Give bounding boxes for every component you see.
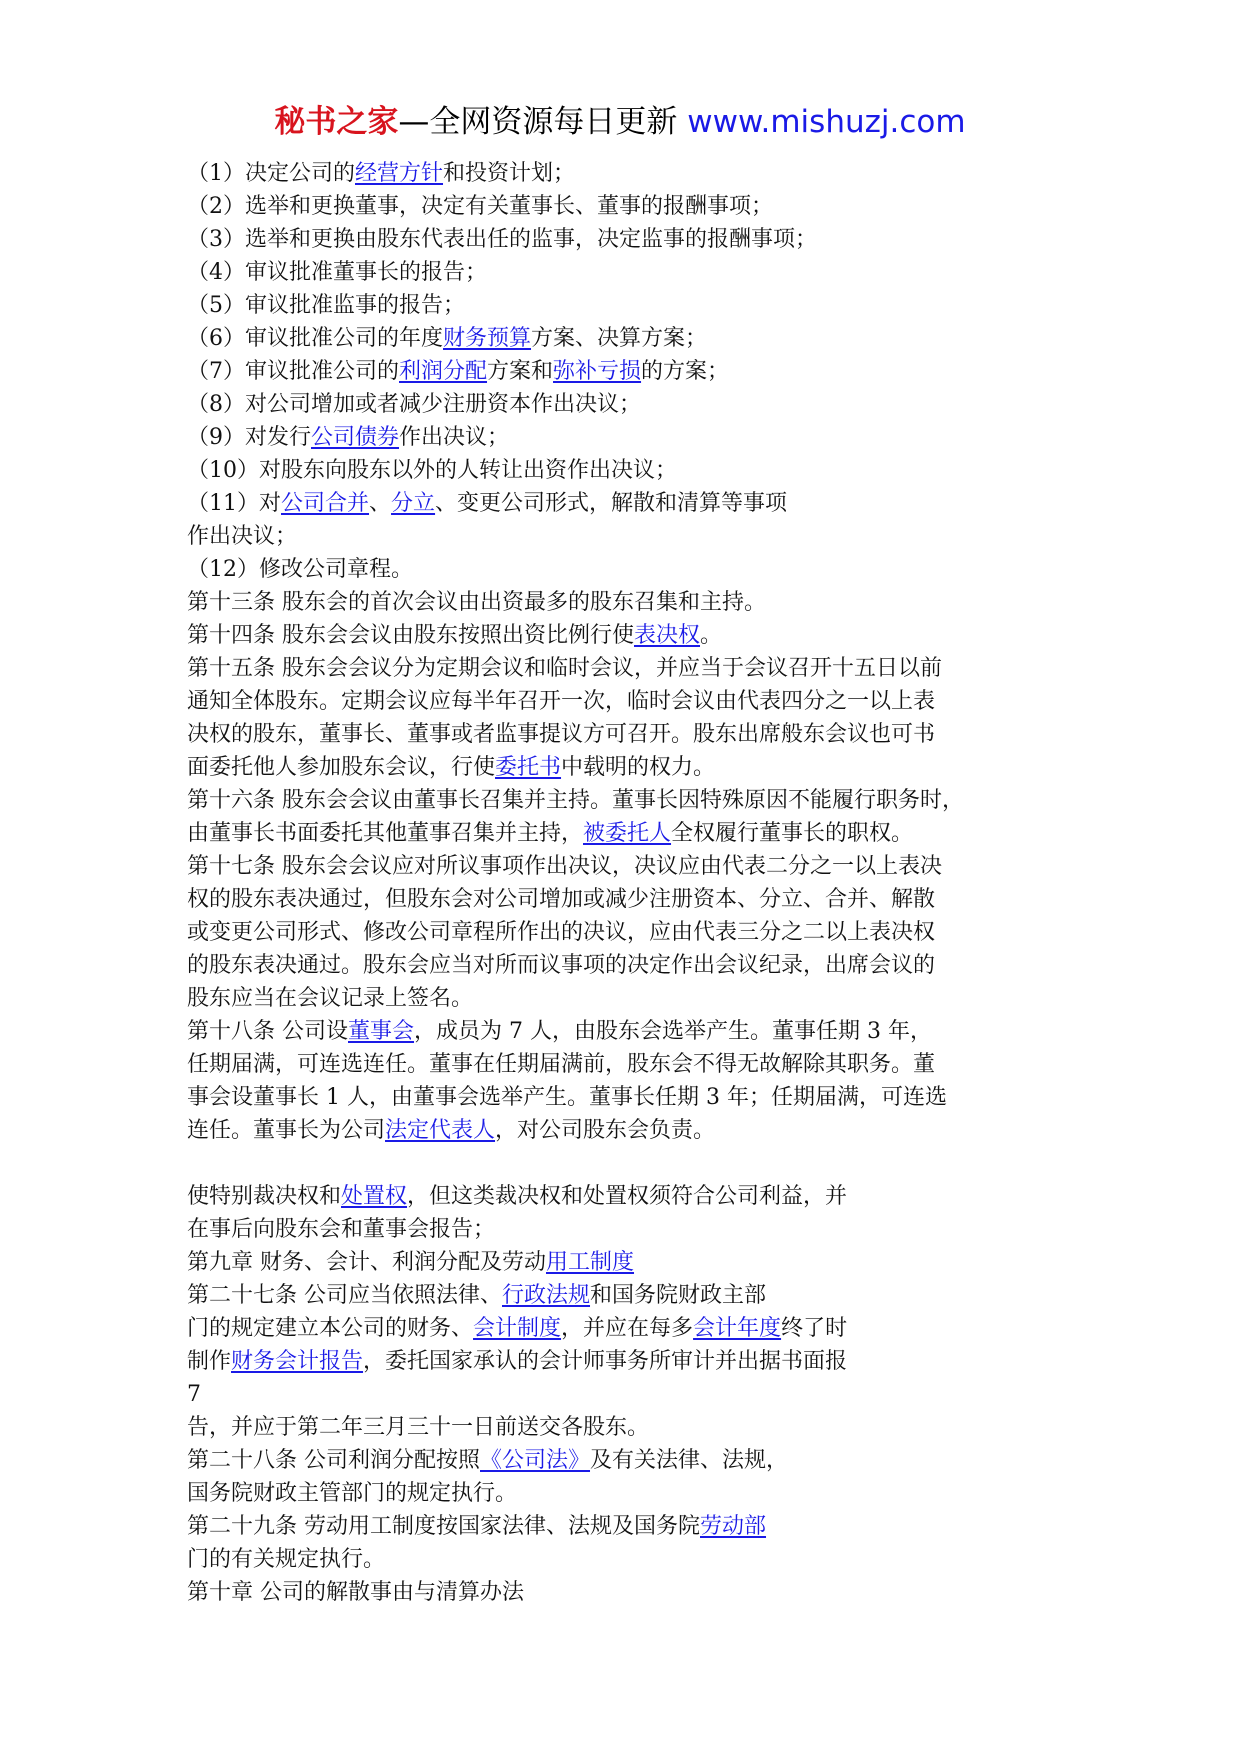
- text-run: 方案、决算方案；: [531, 326, 708, 351]
- text-line: [187, 1015, 1087, 1048]
- inline-link[interactable]: 利润分配: [399, 359, 488, 384]
- text-run: （7）审议批准公司的: [187, 359, 399, 384]
- text-run: （12）修改公司章程。: [187, 557, 413, 582]
- text-run: 7: [187, 1382, 201, 1407]
- text-run: 或变更公司形式、修改公司章程所作出的决议，应由代表三分之二以上表决权: [187, 920, 936, 945]
- text-run: ，但这类裁决权和处置权须符合公司利益，并: [407, 1184, 848, 1209]
- text-run: 的股东表决通过。股东会应当对所而议事项的决定作出会议纪录，出席会议的: [187, 953, 936, 978]
- text-run: 和投资计划；: [443, 161, 576, 186]
- text-run: 作出决议；: [187, 524, 298, 549]
- inline-link[interactable]: 弥补亏损: [553, 359, 642, 384]
- text-run: 第二十七条 公司应当依照法律、: [187, 1283, 502, 1308]
- text-line: [187, 190, 1087, 223]
- text-run: ，并应在每多: [561, 1316, 694, 1341]
- text-run: 面委托他人参加股东会议，行使: [187, 755, 496, 780]
- inline-link[interactable]: 委托书: [495, 755, 562, 780]
- text-run: （8）对公司增加或者减少注册资本作出决议；: [187, 392, 641, 417]
- text-run: （5）审议批准监事的报告；: [187, 293, 465, 318]
- text-run: 告，并应于第二年三月三十一日前送交各股东。: [187, 1415, 650, 1440]
- inline-link[interactable]: 行政法规: [502, 1283, 591, 1308]
- text-run: 第二十八条 公司利润分配按照: [187, 1448, 480, 1473]
- text-run: 通知全体股东。定期会议应每半年召开一次，临时会议由代表四分之一以上表: [187, 689, 936, 714]
- text-line: [187, 751, 1087, 784]
- text-run: 、变更公司形式，解散和清算等事项: [435, 491, 788, 516]
- brand-name: 秘书之家: [274, 104, 399, 140]
- site-url-link[interactable]: www.mishuzj.com: [687, 104, 966, 140]
- text-line: [187, 1477, 1087, 1510]
- text-line: [187, 1510, 1087, 1543]
- inline-link[interactable]: 会计年度: [693, 1316, 782, 1341]
- text-run: 第十八条 公司设: [187, 1019, 348, 1044]
- text-line: [187, 652, 1087, 685]
- text-run: 的方案；: [641, 359, 730, 384]
- text-run: 。: [700, 623, 723, 648]
- inline-link[interactable]: 公司合并: [281, 491, 370, 516]
- text-run: ，成员为 7 人，由股东会选举产生。董事任期 3 年，: [414, 1019, 932, 1044]
- text-run: 终了时: [781, 1316, 848, 1341]
- text-run: 第十章 公司的解散事由与清算办法: [187, 1580, 524, 1605]
- text-line: [187, 1048, 1087, 1081]
- inline-link[interactable]: 财务会计报告: [231, 1349, 364, 1374]
- text-run: （10）对股东向股东以外的人转让出资作出决议；: [187, 458, 677, 483]
- inline-link[interactable]: 财务预算: [443, 326, 532, 351]
- site-banner: [0, 100, 1240, 144]
- document-body: [187, 157, 1087, 1609]
- text-run: ，委托国家承认的会计师事务所审计并出据书面报: [363, 1349, 848, 1374]
- text-run: 作出决议；: [399, 425, 510, 450]
- inline-link[interactable]: 经营方针: [355, 161, 444, 186]
- text-run: 连任。董事长为公司: [187, 1118, 386, 1143]
- text-run: 第二十九条 劳动用工制度按国家法律、法规及国务院: [187, 1514, 700, 1539]
- text-run: 权的股东表决通过，但股东会对公司增加或减少注册资本、分立、合并、解散: [187, 887, 936, 912]
- text-line: [187, 1312, 1087, 1345]
- text-run: （6）审议批准公司的年度: [187, 326, 443, 351]
- text-run: 第十三条 股东会的首次会议由出资最多的股东召集和主持。: [187, 590, 766, 615]
- inline-link[interactable]: 被委托人: [583, 821, 672, 846]
- text-run: 全权履行董事长的职权。: [671, 821, 914, 846]
- text-line: [187, 586, 1087, 619]
- text-run: 第十六条 股东会会议由董事长召集并主持。董事长因特殊原因不能履行职务时，: [187, 788, 964, 813]
- text-line: [187, 619, 1087, 652]
- text-run: 第十七条 股东会会议应对所议事项作出决议，决议应由代表二分之一以上表决: [187, 854, 942, 879]
- text-run: 门的有关规定执行。: [187, 1547, 386, 1572]
- text-line: [187, 817, 1087, 850]
- text-run: 股东应当在会议记录上签名。: [187, 986, 474, 1011]
- inline-link[interactable]: 用工制度: [546, 1250, 635, 1275]
- text-line: [187, 256, 1087, 289]
- text-line: [187, 1411, 1087, 1444]
- text-line: [187, 1279, 1087, 1312]
- text-run: 制作: [187, 1349, 232, 1374]
- inline-link[interactable]: 会计制度: [473, 1316, 562, 1341]
- text-line: [187, 1576, 1087, 1609]
- text-line: [187, 1180, 1087, 1213]
- text-line: [187, 487, 1087, 520]
- text-run: （9）对发行: [187, 425, 311, 450]
- inline-link[interactable]: 公司债券: [311, 425, 400, 450]
- text-run: （4）审议批准董事长的报告；: [187, 260, 487, 285]
- text-run: 第九章 财务、会计、利润分配及劳动: [187, 1250, 546, 1275]
- text-run: 及有关法律、法规，: [590, 1448, 789, 1473]
- inline-link[interactable]: 《公司法》: [480, 1448, 591, 1473]
- text-line: [187, 1378, 1087, 1411]
- text-run: 任期届满，可连选连任。董事在任期届满前，股东会不得无故解除其职务。董: [187, 1052, 936, 1077]
- text-line: [187, 916, 1087, 949]
- text-line: [187, 355, 1087, 388]
- text-run: 中载明的权力。: [561, 755, 716, 780]
- text-line: [187, 685, 1087, 718]
- text-line: [187, 553, 1087, 586]
- text-line: [187, 322, 1087, 355]
- inline-link[interactable]: 表决权: [634, 623, 701, 648]
- text-run: （11）对: [187, 491, 281, 516]
- text-run: 由董事长书面委托其他董事召集并主持，: [187, 821, 584, 846]
- text-line: [187, 718, 1087, 751]
- text-line: [187, 1345, 1087, 1378]
- text-line: [187, 784, 1087, 817]
- text-run: （1）决定公司的: [187, 161, 355, 186]
- text-line: [187, 1543, 1087, 1576]
- text-run: 在事后向股东会和董事会报告；: [187, 1217, 496, 1242]
- text-line: [187, 883, 1087, 916]
- text-run: ，对公司股东会负责。: [495, 1118, 716, 1143]
- text-run: 事会设董事长 1 人，由董事会选举产生。董事长任期 3 年；任期届满，可连选: [187, 1085, 947, 1110]
- text-line: [187, 1246, 1087, 1279]
- text-run: 第十五条 股东会会议分为定期会议和临时会议，并应当于会议召开十五日以前: [187, 656, 942, 681]
- text-run: （3）选举和更换由股东代表出任的监事，决定监事的报酬事项；: [187, 227, 817, 252]
- text-run: 决权的股东，董事长、董事或者监事提议方可召开。股东出席般东会议也可书: [187, 722, 936, 747]
- text-line: [187, 157, 1087, 190]
- inline-link[interactable]: 处置权: [341, 1184, 408, 1209]
- text-run: 、: [369, 491, 392, 516]
- text-run: 门的规定建立本公司的财务、: [187, 1316, 474, 1341]
- text-line: [187, 1081, 1087, 1114]
- inline-link[interactable]: 劳动部: [700, 1514, 767, 1539]
- text-run: 方案和: [487, 359, 554, 384]
- text-line: [187, 223, 1087, 256]
- text-line: [187, 421, 1087, 454]
- text-line: [187, 1444, 1087, 1477]
- text-line: [187, 520, 1087, 553]
- inline-link[interactable]: 董事会: [348, 1019, 415, 1044]
- text-line: [187, 949, 1087, 982]
- text-run: （2）选举和更换董事，决定有关董事长、董事的报酬事项；: [187, 194, 773, 219]
- text-line: [187, 454, 1087, 487]
- inline-link[interactable]: 法定代表人: [385, 1118, 496, 1143]
- text-line: [187, 289, 1087, 322]
- text-run: 国务院财政主管部门的规定执行。: [187, 1481, 518, 1506]
- text-line: [187, 850, 1087, 883]
- text-line: [187, 388, 1087, 421]
- text-run: 第十四条 股东会会议由股东按照出资比例行使: [187, 623, 634, 648]
- text-line: [187, 1213, 1087, 1246]
- text-line: [187, 1114, 1087, 1147]
- text-line: [187, 982, 1087, 1015]
- blank-line: [187, 1147, 1087, 1180]
- text-run: 使特别裁决权和: [187, 1184, 342, 1209]
- banner-slogan: —全网资源每日更新: [398, 104, 688, 140]
- text-run: 和国务院财政主部: [590, 1283, 767, 1308]
- inline-link[interactable]: 分立: [391, 491, 436, 516]
